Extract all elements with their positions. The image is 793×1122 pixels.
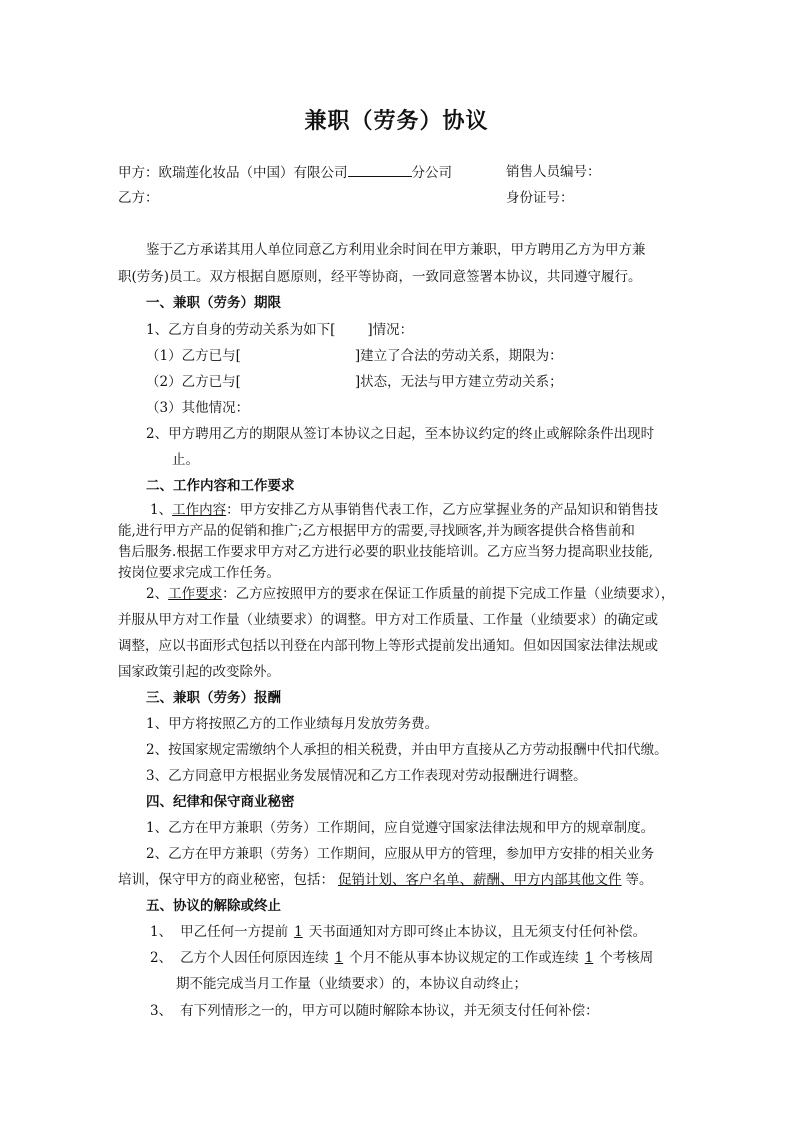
s5-cycles-value: 1 <box>584 950 594 966</box>
s2-content-text-1: ：甲方安排乙方从事销售代表工作，乙方应掌握业务的产品知识和销售技 <box>226 502 659 518</box>
s5-item-2-mid: 个月不能从事本协议规定的工作或连续 <box>349 950 579 966</box>
s5-item-1-suffix: 天书面通知对方即可终止本协议，且无须支付任何补偿。 <box>308 924 647 940</box>
sales-id-label: 销售人员编号： <box>506 164 601 180</box>
s5-item-3-text: 有下列情形之一的，甲方可以随时解除本协议，并无须支付任何补偿： <box>180 1003 599 1019</box>
s5-item-2-line-2: 期不能完成当月工作量（业绩要求）的，本协议自动终止； <box>176 976 527 992</box>
party-b-label: 乙方： <box>118 190 159 206</box>
s2-requirement-number: 2、 <box>146 586 169 602</box>
s4-secrets-intro: 培训，保守甲方的商业秘密，包括： <box>118 872 334 888</box>
s5-item-1-text: 甲乙任何一方提前 <box>180 924 289 940</box>
party-a-line <box>118 162 452 183</box>
id-card-label: 身份证号： <box>506 190 574 206</box>
s5-item-1 <box>150 922 646 942</box>
s4-secrets-list: 促销计划、客户名单、薪酬、甲方内部其他文件 <box>338 872 622 888</box>
s1-item-2-line-1: 2、甲方聘用乙方的期限从签订本协议之日起，至本协议约定的终止或解除条件出现时 <box>146 426 655 442</box>
s2-content-line-3: 售后服务.根据工作要求甲方对乙方进行必要的职业技能培训。乙方应当努力提高职业技能, <box>118 544 654 560</box>
s5-item-3-number: 3、 <box>150 1003 173 1019</box>
s3-item-3: 3、乙方同意甲方根据业务发展情况和乙方工作表现对劳动报酬进行调整。 <box>146 768 587 784</box>
s1-item-2-line-2: 止。 <box>172 452 199 468</box>
intro-line-1: 鉴于乙方承诺其用人单位同意乙方利用业余时间在甲方兼职，甲方聘用乙方为甲方兼 <box>146 242 646 258</box>
document-title: 兼职（劳务）协议 <box>304 108 489 134</box>
s4-item-2-line-2 <box>118 870 653 890</box>
section-3-heading: 三、兼职（劳务）报酬 <box>146 690 281 706</box>
branch-blank <box>348 162 412 177</box>
s5-item-2-number: 2、 <box>150 950 173 966</box>
s4-secrets-suffix: 等。 <box>625 872 653 888</box>
s1-option-1-suffix: ]建立了合法的劳动关系，期限为： <box>354 348 563 364</box>
s5-item-3 <box>150 1001 599 1021</box>
s1-option-1-text: （1）乙方已与[ <box>146 348 241 364</box>
s2-content-label: 工作内容 <box>172 502 227 518</box>
s2-requirement-line-3: 调整，应以书面形式包括以刊登在内部刊物上等形式提前发出通知。但如因国家法律法规或 <box>118 638 658 654</box>
branch-suffix: 分公司 <box>411 165 452 181</box>
s2-content-line-4: 按岗位要求完成工作任务。 <box>118 565 280 581</box>
section-4-heading: 四、纪律和保守商业秘密 <box>146 794 295 810</box>
section-5-heading: 五、协议的解除或终止 <box>146 898 281 914</box>
s1-item-1 <box>146 320 413 340</box>
s2-requirement-label: 工作要求 <box>168 586 223 602</box>
s5-item-1-number: 1、 <box>150 924 173 940</box>
s5-item-2-line-1 <box>150 948 653 968</box>
s5-months-value: 1 <box>334 950 344 966</box>
section-2-heading: 二、工作内容和工作要求 <box>146 478 295 494</box>
s2-requirement-line-2: 并服从甲方对工作量（业绩要求）的调整。甲方对工作质量、工作量（业绩要求）的确定或 <box>118 612 658 628</box>
s1-item-1-suffix: ]情况： <box>367 322 414 338</box>
s1-item-1-text: 1、乙方自身的劳动关系为如下[ <box>146 322 336 338</box>
section-1-heading: 一、兼职（劳务）期限 <box>146 295 281 311</box>
s1-option-2-suffix: ]状态，无法与甲方建立劳动关系； <box>354 374 563 390</box>
party-a-label: 甲方：欧瑞莲化妆品（中国）有限公司 <box>118 165 348 181</box>
s1-option-1 <box>146 346 563 366</box>
s3-item-1: 1、甲方将按照乙方的工作业绩每月发放劳务费。 <box>146 716 439 732</box>
s5-notice-days: 1 <box>294 924 303 940</box>
s2-content-line-1 <box>150 500 658 520</box>
s1-option-3: （3）其他情况： <box>146 400 250 416</box>
s3-item-2: 2、按国家规定需缴纳个人承担的相关税费，并由甲方直接从乙方劳动报酬中代扣代缴。 <box>146 742 668 758</box>
s4-item-1: 1、乙方在甲方兼职（劳务）工作期间，应自觉遵守国家法律法规和甲方的规章制度。 <box>146 820 655 836</box>
s5-item-2-text: 乙方个人因任何原因连续 <box>180 950 329 966</box>
s2-content-number: 1、 <box>150 502 173 518</box>
intro-line-2: 职(劳务)员工。双方根据自愿原则，经平等协商，一致同意签署本协议，共同遵守履行。 <box>118 269 642 285</box>
s5-item-2-suffix: 个考核周 <box>599 950 654 966</box>
s1-option-2 <box>146 372 563 392</box>
s4-item-2-line-1: 2、乙方在甲方兼职（劳务）工作期间，应服从甲方的管理，参加甲方安排的相关业务 <box>146 846 655 862</box>
s1-option-2-text: （2）乙方已与[ <box>146 374 241 390</box>
s2-content-line-2: 能,进行甲方产品的促销和推广;乙方根据甲方的需要,寻找顾客,并为顾客提供合格售前和 <box>118 523 635 539</box>
s2-requirement-line-4: 国家政策引起的改变除外。 <box>118 664 280 680</box>
s2-requirement-text-1: ：乙方应按照甲方的要求在保证工作质量的前提下完成工作量（业绩要求）， <box>222 586 675 602</box>
s2-requirement-line-1 <box>146 584 674 604</box>
